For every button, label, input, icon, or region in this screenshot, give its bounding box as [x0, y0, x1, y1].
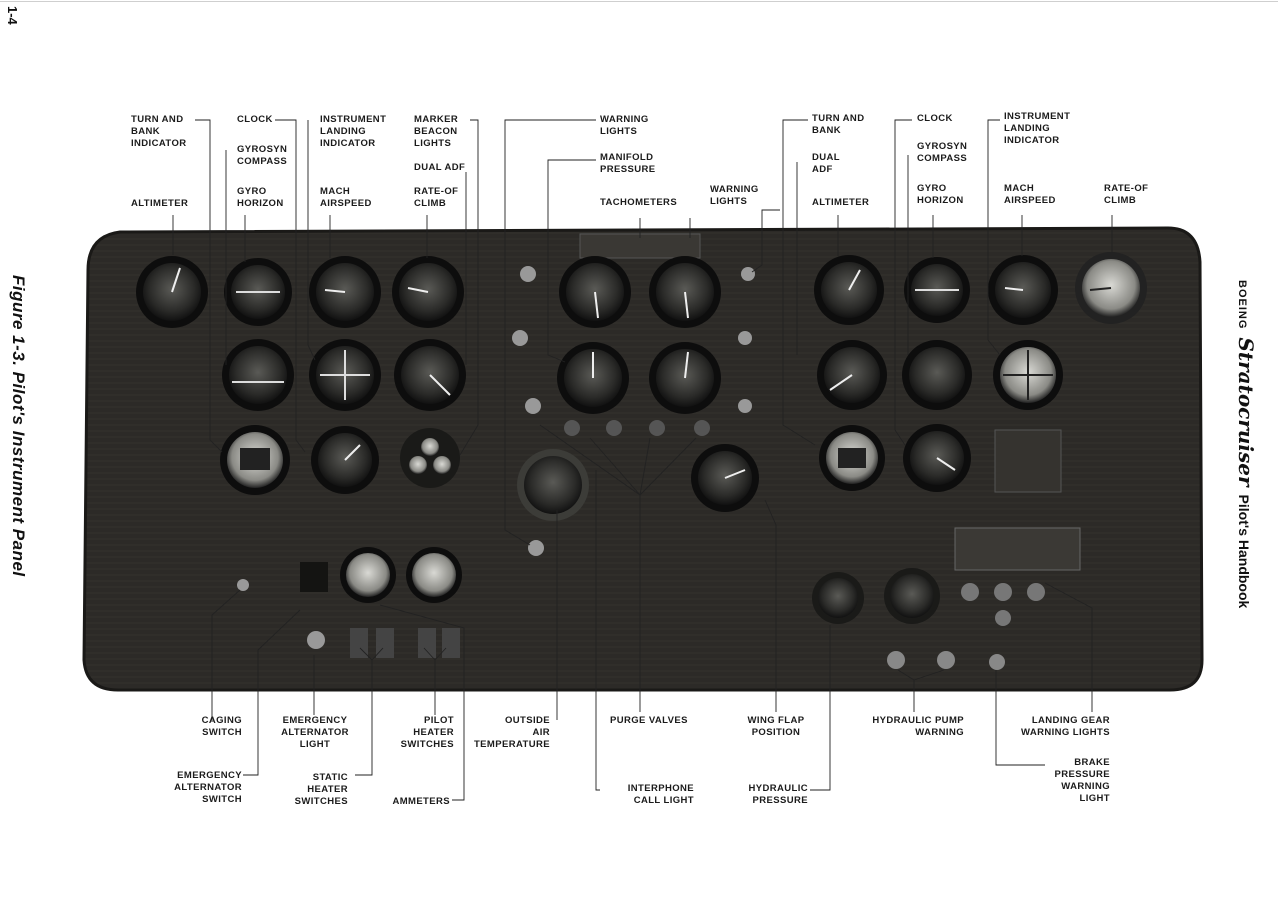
figure-caption: Figure 1-3. Pilot's Instrument Panel — [9, 275, 28, 577]
running-header — [1234, 280, 1258, 608]
label-instrument-landing-indicator: INSTRUMENT LANDING INDICATOR — [320, 114, 387, 149]
label-ammeters: AMMETERS — [392, 796, 450, 807]
gauge-cluster-right — [812, 252, 1147, 670]
label-right-dual-adf: DUAL ADF — [812, 152, 840, 175]
label-mach-airspeed: MACH AIRSPEED — [320, 186, 372, 209]
brand-model-logo: Stratocruiser — [1234, 337, 1258, 487]
label-gyro-horizon: GYRO HORIZON — [237, 186, 284, 209]
label-landing-gear-warning-lights: LANDING GEAR WARNING LIGHTS — [1021, 715, 1110, 738]
label-rate-of-climb: RATE-OF CLIMB — [414, 186, 459, 209]
label-clock: CLOCK — [237, 114, 273, 125]
label-right-gyrosyn-compass: GYROSYN COMPASS — [917, 141, 968, 164]
label-static-heater-switches: STATIC HEATER SWITCHES — [294, 772, 348, 807]
page-number: 1-4 — [5, 6, 20, 25]
label-pilot-heater-switches: PILOT HEATER SWITCHES — [400, 715, 454, 750]
label-right-gyro-horizon: GYRO HORIZON — [917, 183, 964, 206]
label-purge-valves: PURGE VALVES — [610, 715, 688, 726]
label-warning-lights-2: WARNING LIGHTS — [710, 184, 759, 207]
label-turn-bank-indicator: TURN AND BANK INDICATOR — [131, 114, 187, 149]
label-altimeter: ALTIMETER — [131, 198, 189, 209]
leader-lines — [173, 120, 1112, 800]
label-brake-pressure-warning-light: BRAKE PRESSURE WARNING LIGHT — [1054, 757, 1110, 804]
label-manifold-pressure: MANIFOLD PRESSURE — [600, 152, 656, 175]
label-marker-beacon-lights: MARKER BEACON LIGHTS — [414, 114, 459, 149]
gauge-cluster-center — [512, 234, 759, 556]
gauge-cluster-lower-left — [237, 547, 462, 658]
label-hydraulic-pressure: HYDRAULIC PRESSURE — [748, 783, 808, 806]
label-dual-adf: DUAL ADF — [414, 162, 466, 173]
label-emergency-alternator-switch: EMERGENCY ALTERNATOR SWITCH — [174, 770, 242, 805]
label-right-instrument-landing-indicator: INSTRUMENT LANDING INDICATOR — [1004, 111, 1071, 146]
label-wing-flap-position: WING FLAP POSITION — [747, 715, 805, 738]
handbook-title: Pilot's Handbook — [1236, 494, 1252, 609]
label-caging-switch: CAGING SWITCH — [201, 715, 242, 738]
label-right-rate-of-climb: RATE-OF CLIMB — [1104, 183, 1149, 206]
label-right-turn-bank: TURN AND BANK — [812, 113, 865, 136]
label-emergency-alternator-light: EMERGENCY ALTERNATOR LIGHT — [281, 715, 349, 750]
label-warning-lights-1: WARNING LIGHTS — [600, 114, 649, 137]
page-top-rule — [0, 1, 1278, 2]
label-interphone-call-light: INTERPHONE CALL LIGHT — [627, 783, 694, 806]
label-right-mach-airspeed: MACH AIRSPEED — [1004, 183, 1056, 206]
label-outside-air-temperature: OUTSIDE AIR TEMPERATURE — [473, 715, 550, 750]
gauge-cluster-left — [136, 256, 466, 495]
label-right-altimeter: ALTIMETER — [812, 197, 870, 208]
label-gyrosyn-compass: GYROSYN COMPASS — [237, 144, 288, 167]
label-hydraulic-pump-warning: HYDRAULIC PUMP WARNING — [872, 715, 964, 738]
label-right-clock: CLOCK — [917, 113, 953, 124]
label-tachometers: TACHOMETERS — [600, 197, 678, 208]
brand-name: BOEING — [1236, 280, 1248, 330]
